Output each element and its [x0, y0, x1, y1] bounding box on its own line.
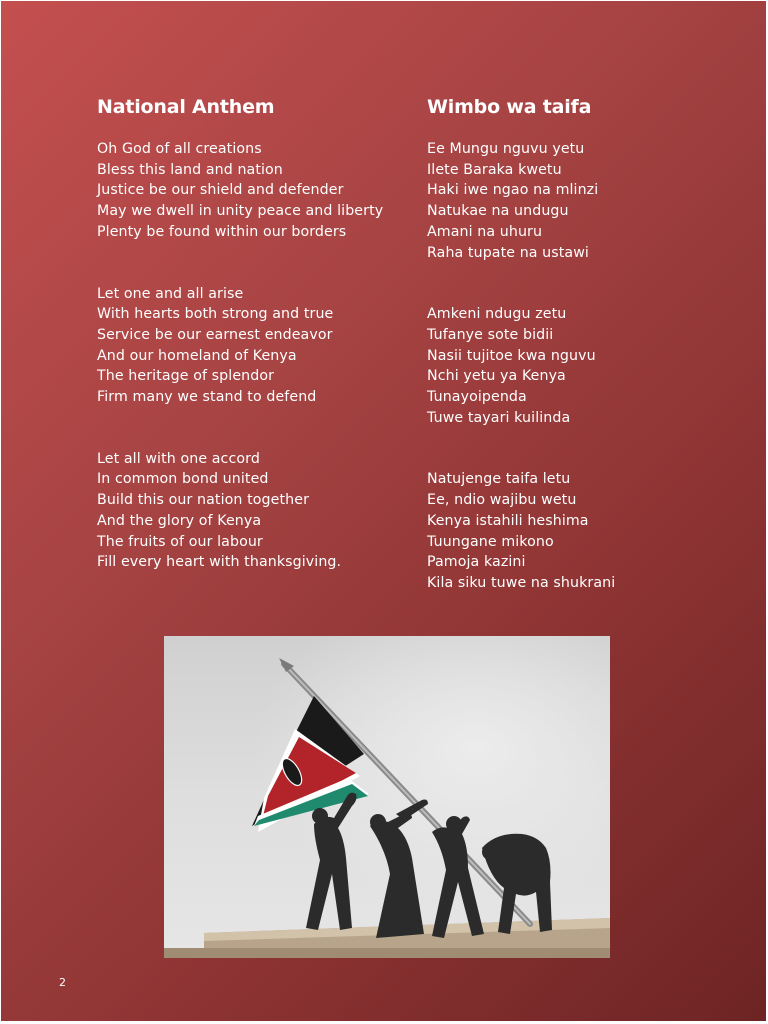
verse-line: Natukae na undugu: [427, 203, 569, 220]
verse-line: Build this our nation together: [97, 492, 310, 509]
verse-line: Nasii tujitoe kwa nguvu: [427, 347, 596, 364]
verse-line: The heritage of splendor: [97, 368, 275, 385]
verse-line: Raha tupate na ustawi: [427, 244, 589, 261]
verse-line: Plenty be found within our borders: [97, 223, 347, 240]
verse-line: Firm many we stand to defend: [97, 389, 317, 406]
stanza-gap: [97, 408, 384, 449]
verse-line: Tuungane mikono: [427, 533, 554, 550]
verse-line: Ee Mungu nguvu yetu: [427, 141, 585, 157]
verse-line: The fruits of our labour: [97, 533, 263, 550]
verse-line: In common bond united: [97, 471, 269, 488]
verse-line: Kila siku tuwe na shukrani: [427, 574, 616, 591]
swahili-anthem-title: Wimbo wa taifa: [427, 96, 592, 118]
english-stanza-1: [97, 139, 384, 243]
page-number: 2: [59, 976, 66, 989]
verse-line: Bless this land and nation: [97, 161, 283, 178]
verse-line: Haki iwe ngao na mlinzi: [427, 182, 599, 199]
verse-line: Fill every heart with thanksgiving.: [97, 554, 342, 571]
stanza-gap: [97, 243, 384, 284]
verse-line: Ee, ndio wajibu wetu: [427, 492, 577, 509]
verse-line: Natujenge taifa letu: [427, 471, 571, 488]
verse-line: And our homeland of Kenya: [97, 347, 297, 364]
stanza-gap: [427, 263, 667, 304]
english-stanza-3: [97, 449, 384, 573]
verse-line: Oh God of all creations: [97, 141, 262, 157]
english-anthem-column: [97, 95, 384, 573]
verse-line: Pamoja kazini: [427, 554, 526, 571]
verse-line: Tuwe tayari kuilinda: [427, 409, 571, 426]
swahili-anthem-column: [427, 95, 667, 594]
english-anthem-title: National Anthem: [97, 96, 275, 118]
verse-line: Amani na uhuru: [427, 223, 543, 240]
document-page: [1, 1, 766, 1021]
verse-line: Nchi yetu ya Kenya: [427, 368, 566, 385]
verse-line: Let one and all arise: [97, 285, 244, 302]
flag-raising-monument-photo: [164, 636, 610, 958]
swahili-stanza-1: [427, 139, 667, 263]
verse-line: Service be our earnest endeavor: [97, 326, 333, 343]
swahili-stanza-2: [427, 304, 667, 428]
verse-line: With hearts both strong and true: [97, 306, 334, 323]
swahili-stanza-3: [427, 469, 667, 593]
verse-line: Amkeni ndugu zetu: [427, 306, 567, 323]
verse-line: Kenya istahili heshima: [427, 512, 589, 529]
verse-line: Let all with one accord: [97, 450, 260, 467]
english-stanza-2: [97, 284, 384, 408]
verse-line: May we dwell in unity peace and liberty: [97, 203, 384, 220]
verse-line: Tunayoipenda: [427, 389, 527, 406]
verse-line: Tufanye sote bidii: [427, 326, 554, 343]
verse-line: And the glory of Kenya: [97, 512, 262, 529]
verse-line: Justice be our shield and defender: [97, 182, 344, 199]
verse-line: Ilete Baraka kwetu: [427, 161, 562, 178]
stanza-gap: [427, 428, 667, 469]
